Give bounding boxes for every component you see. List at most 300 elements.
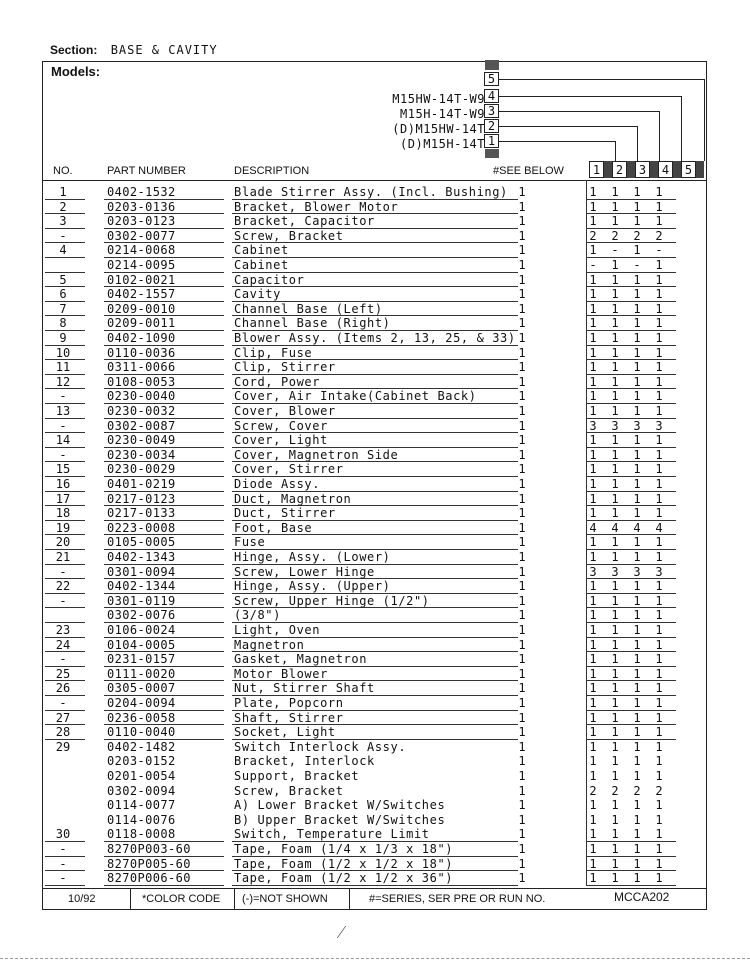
part-number: 0201-0054 xyxy=(107,769,176,783)
bracket-line xyxy=(659,111,660,161)
item-number: 14 xyxy=(55,433,71,448)
part-number: 0301-0094 xyxy=(107,564,176,579)
qty-model-4: 1 xyxy=(655,623,663,637)
qty-model-3: 1 xyxy=(633,827,641,842)
part-number: 0402-1557 xyxy=(107,287,176,302)
qty-model-1: 1 xyxy=(589,447,597,462)
item-number: 13 xyxy=(55,404,71,418)
description: Cover, Light xyxy=(234,433,328,448)
header-rule xyxy=(42,180,707,181)
qty-model-4: 1 xyxy=(655,842,663,856)
qty-model-1: 1 xyxy=(589,331,597,345)
see-below-value: 1 xyxy=(518,433,526,448)
table-row xyxy=(0,594,750,609)
qty-model-1: 1 xyxy=(589,696,597,710)
qty-model-1: 1 xyxy=(589,462,597,477)
part-number: 0104-0005 xyxy=(107,637,176,652)
description: Shaft, Stirrer xyxy=(234,710,344,725)
table-row xyxy=(0,652,750,667)
qty-model-2: 1 xyxy=(611,652,619,667)
table-row xyxy=(0,535,750,550)
table-row xyxy=(0,287,750,302)
pen-mark: ⁄ xyxy=(340,922,344,943)
qty-model-4: 3 xyxy=(655,418,663,433)
qty-model-4: 1 xyxy=(655,666,663,681)
header-description: DESCRIPTION xyxy=(234,165,310,177)
see-below-value: 1 xyxy=(518,725,526,740)
see-below-value: 1 xyxy=(518,637,526,652)
qty-model-2: 1 xyxy=(611,623,619,637)
bracket-line xyxy=(681,96,682,161)
qty-model-4: 1 xyxy=(655,652,663,667)
qty-model-2: 1 xyxy=(611,287,619,302)
table-row xyxy=(0,316,750,331)
qty-model-1: - xyxy=(589,258,597,272)
item-number: 20 xyxy=(55,535,71,550)
qty-model-1: 1 xyxy=(589,199,597,214)
qty-model-3: 2 xyxy=(633,228,641,243)
qty-model-2: 1 xyxy=(611,681,619,696)
qty-model-1: 1 xyxy=(589,345,597,360)
qty-model-2: 1 xyxy=(611,360,619,375)
qty-model-2: 1 xyxy=(611,608,619,623)
description: Clip, Stirrer xyxy=(234,360,336,375)
part-number: 8270P006-60 xyxy=(107,871,191,886)
see-below-value: 1 xyxy=(518,520,526,535)
item-number: 4 xyxy=(59,243,67,258)
table-row xyxy=(0,346,750,361)
qty-model-3: 1 xyxy=(633,608,641,623)
table-row xyxy=(0,492,750,507)
footer-color-code: *COLOR CODE xyxy=(142,893,221,905)
qty-model-3: 1 xyxy=(633,593,641,608)
qty-model-3: 1 xyxy=(633,491,641,506)
part-number: 8270P003-60 xyxy=(107,842,191,856)
footer-series: #=SERIES, SER PRE OR RUN NO. xyxy=(369,893,546,905)
see-below-value: 1 xyxy=(518,404,526,418)
description: Bracket, Capacitor xyxy=(234,214,375,229)
item-number: 25 xyxy=(55,666,71,681)
part-number: 0209-0011 xyxy=(107,316,176,331)
qty-model-4: 2 xyxy=(655,783,663,798)
item-number: - xyxy=(59,228,67,243)
see-below-value: 1 xyxy=(518,812,526,827)
item-number: - xyxy=(59,564,67,579)
table-row xyxy=(0,579,750,594)
scan-mark xyxy=(485,60,499,70)
description: Duct, Magnetron xyxy=(234,491,352,506)
item-number: 22 xyxy=(55,579,71,594)
qty-model-2: 1 xyxy=(611,666,619,681)
item-number: 5 xyxy=(59,272,67,287)
header-part-number: PART NUMBER xyxy=(107,165,186,177)
qty-model-1: 1 xyxy=(589,316,597,331)
qty-model-3: 1 xyxy=(633,433,641,448)
table-row xyxy=(0,229,750,244)
see-below-value: 1 xyxy=(518,214,526,229)
part-number: 0402-1343 xyxy=(107,550,176,564)
qty-model-3: 1 xyxy=(633,579,641,594)
qty-model-2: 1 xyxy=(611,754,619,769)
description: Tape, Foam (1/4 x 1/3 x 18") xyxy=(234,842,454,856)
qty-model-2: 1 xyxy=(611,462,619,477)
header-shade xyxy=(650,161,658,178)
part-number: 0114-0077 xyxy=(107,798,176,813)
qty-model-2: 1 xyxy=(611,389,619,404)
table-row xyxy=(0,550,750,565)
see-below-value: 1 xyxy=(518,491,526,506)
model-name: (D)M15H-14T xyxy=(400,137,485,151)
description: Plate, Popcorn xyxy=(234,696,344,710)
part-number: 0302-0076 xyxy=(107,608,176,623)
qty-model-3: 3 xyxy=(633,564,641,579)
qty-model-1: 1 xyxy=(589,185,597,199)
qty-model-4: 1 xyxy=(655,637,663,652)
description: Hinge, Assy. (Upper) xyxy=(234,579,391,594)
part-number: 0108-0053 xyxy=(107,374,176,389)
qty-model-2: 1 xyxy=(611,185,619,199)
page-edge xyxy=(0,958,750,959)
description: Cover, Air Intake(Cabinet Back) xyxy=(234,389,477,404)
model-name: (D)M15HW-14T xyxy=(392,122,485,136)
item-number: 26 xyxy=(55,681,71,696)
item-number: 27 xyxy=(55,710,71,725)
qty-model-4: 1 xyxy=(655,258,663,272)
qty-model-2: 1 xyxy=(611,301,619,316)
qty-model-4: 1 xyxy=(655,316,663,331)
qty-model-1: 1 xyxy=(589,637,597,652)
qty-model-2: 1 xyxy=(611,316,619,331)
description: Foot, Base xyxy=(234,520,313,535)
qty-model-3: 1 xyxy=(633,331,641,345)
qty-model-1: 1 xyxy=(589,798,597,813)
part-number: 0230-0032 xyxy=(107,404,176,418)
part-number: 0110-0036 xyxy=(107,345,176,360)
qty-model-3: 1 xyxy=(633,389,641,404)
part-number: 0402-1344 xyxy=(107,579,176,594)
see-below-value: 1 xyxy=(518,827,526,842)
table-row xyxy=(0,506,750,521)
qty-model-1: 1 xyxy=(589,593,597,608)
qty-model-3: 3 xyxy=(633,418,641,433)
model-box: 4 xyxy=(484,89,499,103)
footer-divider xyxy=(349,889,350,910)
part-number: 0217-0133 xyxy=(107,506,176,521)
table-row xyxy=(0,214,750,229)
qty-model-2: 1 xyxy=(611,433,619,448)
bracket-line xyxy=(615,141,616,161)
qty-model-4: 1 xyxy=(655,754,663,769)
qty-model-3: 2 xyxy=(633,783,641,798)
qty-model-4: 1 xyxy=(655,725,663,740)
qty-model-1: 3 xyxy=(589,418,597,433)
see-below-value: 1 xyxy=(518,652,526,667)
description: Bracket, Blower Motor xyxy=(234,199,399,214)
qty-model-3: 1 xyxy=(633,506,641,521)
qty-model-4: 1 xyxy=(655,681,663,696)
qty-model-2: 1 xyxy=(611,477,619,491)
description: Diode Assy. xyxy=(234,477,321,491)
qty-model-4: 1 xyxy=(655,301,663,316)
table-row xyxy=(0,258,750,273)
qty-model-2: 1 xyxy=(611,637,619,652)
item-number: - xyxy=(59,389,67,404)
qty-model-1: 1 xyxy=(589,506,597,521)
item-number: - xyxy=(59,593,67,608)
qty-model-2: 1 xyxy=(611,331,619,345)
part-number: 0214-0095 xyxy=(107,258,176,272)
qty-model-3: 1 xyxy=(633,374,641,389)
item-number: 8 xyxy=(59,316,67,331)
bracket-line xyxy=(704,79,705,161)
part-number: 0203-0152 xyxy=(107,754,176,769)
see-below-value: 1 xyxy=(518,856,526,871)
qty-model-4: 1 xyxy=(655,608,663,623)
model-box: 1 xyxy=(484,134,499,148)
table-row xyxy=(0,871,750,886)
bracket-line xyxy=(499,79,704,80)
qty-model-2: 1 xyxy=(611,214,619,229)
qty-model-3: 1 xyxy=(633,681,641,696)
qty-model-1: 1 xyxy=(589,404,597,418)
header-shade xyxy=(696,161,704,178)
description: Nut, Stirrer Shaft xyxy=(234,681,375,696)
table-row xyxy=(0,711,750,726)
qty-model-3: 1 xyxy=(633,535,641,550)
qty-model-4: 1 xyxy=(655,593,663,608)
part-number: 0203-0136 xyxy=(107,199,176,214)
qty-model-2: 1 xyxy=(611,199,619,214)
qty-model-1: 1 xyxy=(589,389,597,404)
qty-model-1: 1 xyxy=(589,374,597,389)
header-shade xyxy=(604,161,612,178)
table-row xyxy=(0,623,750,638)
qty-model-2: 1 xyxy=(611,272,619,287)
qty-model-2: 2 xyxy=(611,228,619,243)
scan-mark xyxy=(485,149,499,158)
qty-model-3: 1 xyxy=(633,243,641,258)
qty-model-4: 1 xyxy=(655,739,663,754)
models-label: Models: xyxy=(51,64,101,79)
see-below-value: 1 xyxy=(518,739,526,754)
qty-model-2: 4 xyxy=(611,520,619,535)
description: Cover, Magnetron Side xyxy=(234,447,399,462)
qty-model-3: 1 xyxy=(633,447,641,462)
item-number: 29 xyxy=(55,739,71,754)
qty-model-4: 1 xyxy=(655,506,663,521)
see-below-value: 1 xyxy=(518,696,526,710)
part-number: 0402-1090 xyxy=(107,331,176,345)
part-number: 0110-0040 xyxy=(107,725,176,740)
see-below-value: 1 xyxy=(518,593,526,608)
description: Clip, Fuse xyxy=(234,345,313,360)
table-row xyxy=(0,565,750,580)
bracket-line xyxy=(499,96,681,97)
qty-model-1: 1 xyxy=(589,287,597,302)
part-number: 0105-0005 xyxy=(107,535,176,550)
column-guide xyxy=(586,180,587,886)
see-below-value: 1 xyxy=(518,272,526,287)
item-number: - xyxy=(59,447,67,462)
description: Light, Oven xyxy=(234,623,321,637)
see-below-value: 1 xyxy=(518,535,526,550)
part-number: 0111-0020 xyxy=(107,666,176,681)
see-below-value: 1 xyxy=(518,871,526,886)
qty-model-4: 1 xyxy=(655,404,663,418)
description: Capacitor xyxy=(234,272,305,287)
see-below-value: 1 xyxy=(518,623,526,637)
part-number: 0236-0058 xyxy=(107,710,176,725)
qty-model-4: 2 xyxy=(655,228,663,243)
qty-model-3: 1 xyxy=(633,623,641,637)
see-below-value: 1 xyxy=(518,287,526,302)
qty-model-2: 1 xyxy=(611,535,619,550)
qty-model-1: 1 xyxy=(589,579,597,594)
see-below-value: 1 xyxy=(518,579,526,594)
qty-model-2: 1 xyxy=(611,404,619,418)
qty-model-3: 1 xyxy=(633,637,641,652)
item-number: 24 xyxy=(55,637,71,652)
see-below-value: 1 xyxy=(518,316,526,331)
qty-model-4: 1 xyxy=(655,871,663,886)
qty-model-4: 1 xyxy=(655,287,663,302)
see-below-value: 1 xyxy=(518,506,526,521)
qty-model-1: 1 xyxy=(589,623,597,637)
table-row xyxy=(0,740,750,755)
item-number: 17 xyxy=(55,491,71,506)
qty-model-3: 1 xyxy=(633,696,641,710)
qty-model-2: 1 xyxy=(611,769,619,783)
section-label: Section: xyxy=(50,43,98,57)
description: Socket, Light xyxy=(234,725,336,740)
description: Bracket, Interlock xyxy=(234,754,375,769)
item-number: 7 xyxy=(59,301,67,316)
qty-model-1: 1 xyxy=(589,433,597,448)
qty-model-1: 1 xyxy=(589,550,597,564)
qty-model-1: 1 xyxy=(589,301,597,316)
qty-model-4: 1 xyxy=(655,374,663,389)
table-row xyxy=(0,681,750,696)
qty-model-3: 1 xyxy=(633,199,641,214)
item-number: 16 xyxy=(55,477,71,491)
qty-model-3: 1 xyxy=(633,462,641,477)
table-row xyxy=(0,667,750,682)
qty-model-1: 1 xyxy=(589,827,597,842)
section-value: BASE & CAVITY xyxy=(110,43,218,57)
qty-model-4: 1 xyxy=(655,812,663,827)
header-col-4: 4 xyxy=(658,161,673,178)
item-number: - xyxy=(59,418,67,433)
description: Screw, Bracket xyxy=(234,228,344,243)
qty-model-1: 2 xyxy=(589,783,597,798)
description: Switch Interlock Assy. xyxy=(234,739,407,754)
part-number: 0302-0077 xyxy=(107,228,176,243)
description: Screw, Bracket xyxy=(234,783,344,798)
qty-model-4: 1 xyxy=(655,491,663,506)
see-below-value: 1 xyxy=(518,462,526,477)
part-number: 0106-0024 xyxy=(107,623,176,637)
model-box: 3 xyxy=(484,104,499,118)
see-below-value: 1 xyxy=(518,389,526,404)
part-number: 0102-0021 xyxy=(107,272,176,287)
see-below-value: 1 xyxy=(518,447,526,462)
part-number: 0217-0123 xyxy=(107,491,176,506)
qty-model-4: 4 xyxy=(655,520,663,535)
table-row xyxy=(0,331,750,346)
qty-model-4: 1 xyxy=(655,769,663,783)
table-row xyxy=(0,608,750,623)
qty-model-1: 1 xyxy=(589,871,597,886)
description: B) Upper Bracket W/Switches xyxy=(234,812,446,827)
qty-model-4: 1 xyxy=(655,199,663,214)
see-below-value: 1 xyxy=(518,550,526,564)
qty-model-2: 1 xyxy=(611,491,619,506)
qty-model-3: 1 xyxy=(633,812,641,827)
qty-model-2: 1 xyxy=(611,374,619,389)
model-box-5: 5 xyxy=(484,72,499,86)
qty-model-3: 1 xyxy=(633,316,641,331)
header-col-5: 5 xyxy=(681,161,696,178)
item-number: - xyxy=(59,871,67,886)
part-number: 0209-0010 xyxy=(107,301,176,316)
item-number: - xyxy=(59,696,67,710)
see-below-value: 1 xyxy=(518,666,526,681)
description: Cord, Power xyxy=(234,374,321,389)
item-number: 19 xyxy=(55,520,71,535)
qty-model-2: 1 xyxy=(611,345,619,360)
see-below-value: 1 xyxy=(518,258,526,272)
table-row xyxy=(0,798,750,813)
see-below-value: 1 xyxy=(518,228,526,243)
qty-model-4: 1 xyxy=(655,462,663,477)
see-below-value: 1 xyxy=(518,564,526,579)
description: Cabinet xyxy=(234,258,289,272)
qty-model-1: 1 xyxy=(589,681,597,696)
qty-model-3: 1 xyxy=(633,185,641,199)
table-row xyxy=(0,389,750,404)
see-below-value: 1 xyxy=(518,842,526,856)
qty-model-1: 1 xyxy=(589,491,597,506)
part-number: 0230-0034 xyxy=(107,447,176,462)
qty-model-1: 1 xyxy=(589,666,597,681)
item-number: 18 xyxy=(55,506,71,521)
see-below-value: 1 xyxy=(518,608,526,623)
item-number: 9 xyxy=(59,331,67,345)
qty-model-3: 1 xyxy=(633,739,641,754)
description: Channel Base (Left) xyxy=(234,301,383,316)
see-below-value: 1 xyxy=(518,783,526,798)
qty-model-4: 1 xyxy=(655,535,663,550)
qty-model-4: 1 xyxy=(655,272,663,287)
part-number: 0302-0094 xyxy=(107,783,176,798)
item-number: 10 xyxy=(55,345,71,360)
item-number: 23 xyxy=(55,623,71,637)
see-below-value: 1 xyxy=(518,301,526,316)
bracket-line xyxy=(499,111,659,112)
qty-model-1: 1 xyxy=(589,754,597,769)
see-below-value: 1 xyxy=(518,477,526,491)
qty-model-4: 1 xyxy=(655,331,663,345)
model-box: 2 xyxy=(484,119,499,133)
description: A) Lower Bracket W/Switches xyxy=(234,798,446,813)
qty-model-4: 1 xyxy=(655,433,663,448)
description: Blower Assy. (Items 2, 13, 25, & 33) xyxy=(234,331,516,345)
qty-model-3: 1 xyxy=(633,871,641,886)
footer-bar xyxy=(42,888,707,910)
item-number: - xyxy=(59,856,67,871)
qty-model-1: 1 xyxy=(589,812,597,827)
qty-model-4: - xyxy=(655,243,663,258)
